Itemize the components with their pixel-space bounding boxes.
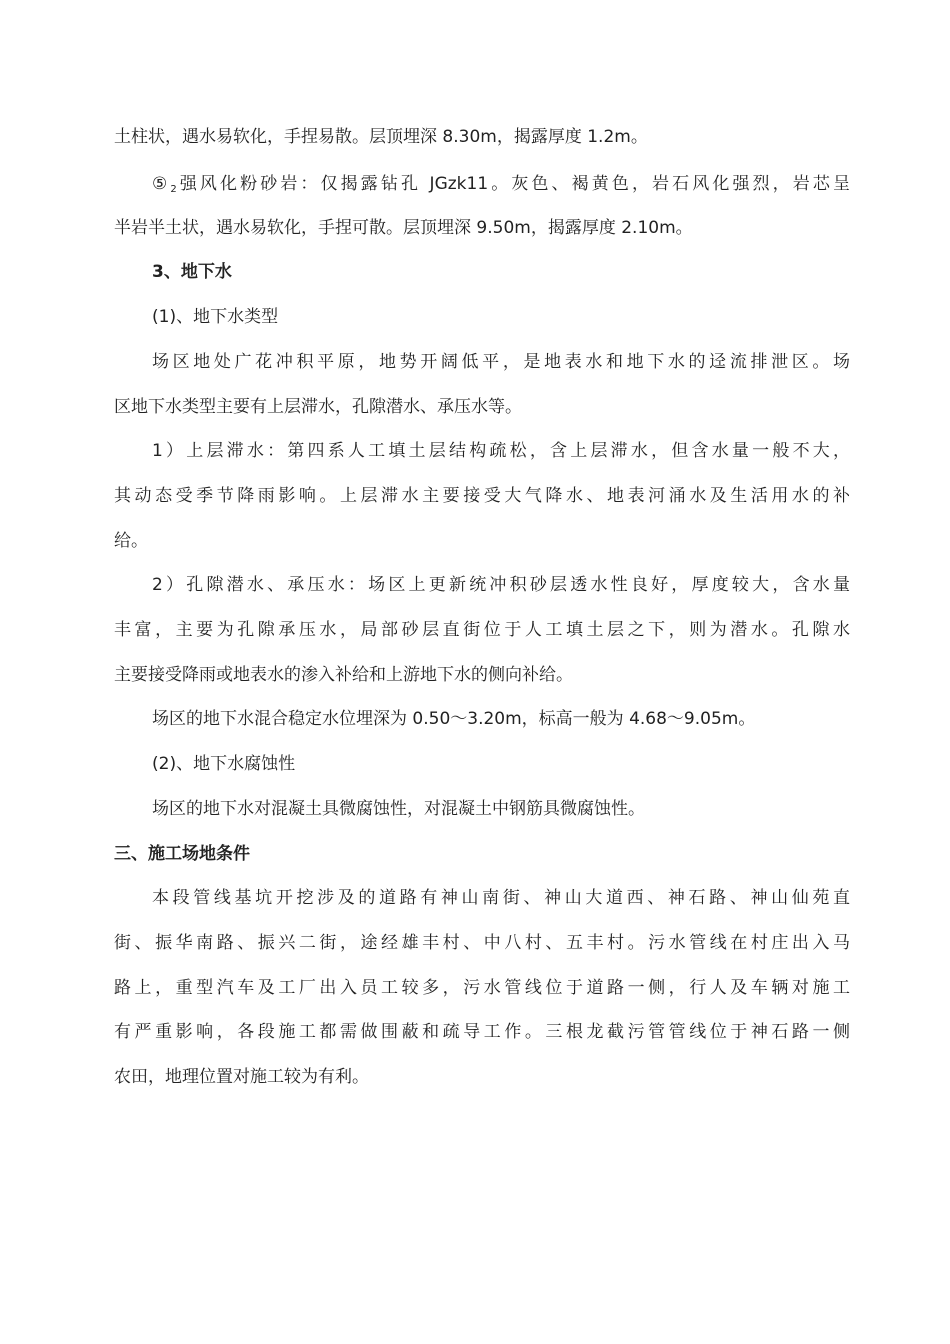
- p5-line-2: 丰富，主要为孔隙承压水，局部砂层直街位于人工填土层之下，则为潜水。孔隙水: [114, 620, 850, 640]
- heading-groundwater-type: (1)、地下水类型: [152, 307, 279, 327]
- p8-line-2: 街、振华南路、振兴二街，途经雄丰村、中八村、五丰村。污水管线在村庄出入马: [114, 933, 850, 953]
- p3-line-1: 场区地处广花冲积平原，地势开阔低平，是地表水和地下水的迳流排泄区。场: [152, 352, 850, 372]
- heading-site-conditions: 三、施工场地条件: [114, 844, 250, 864]
- p4-line-3: 给。: [114, 531, 148, 551]
- p4-line-1: 1）上层滞水：第四系人工填土层结构疏松，含上层滞水，但含水量一般不大，: [152, 441, 850, 461]
- p1-line-1: 土柱状，遇水易软化，手捏易散。层顶埋深 8.30m，揭露厚度 1.2m。: [114, 127, 648, 147]
- p3-line-2: 区地下水类型主要有上层滞水，孔隙潜水、承压水等。: [114, 397, 522, 417]
- heading-groundwater: 3、地下水: [152, 262, 232, 282]
- subscript: 2: [170, 184, 177, 195]
- p8-line-4: 有严重影响，各段施工都需做围蔽和疏导工作。三根龙截污管管线位于神石路一侧: [114, 1022, 850, 1042]
- p2-line-1: [152, 172, 850, 202]
- p2-line-1-text: 强风化粉砂岩：仅揭露钻孔 JGzk11。灰色、褐黄色，岩石风化强烈，岩芯呈: [176, 174, 850, 194]
- p7-line-1: 场区的地下水对混凝土具微腐蚀性，对混凝土中钢筋具微腐蚀性。: [152, 799, 645, 819]
- p2-line-2: 半岩半土状，遇水易软化，手捏可散。层顶埋深 9.50m，揭露厚度 2.10m。: [114, 218, 693, 238]
- circled-number: ⑤: [152, 174, 171, 194]
- p8-line-1: 本段管线基坑开挖涉及的道路有神山南街、神山大道西、神石路、神山仙苑直: [152, 888, 850, 908]
- p5-line-1: 2）孔隙潜水、承压水：场区上更新统冲积砂层透水性良好，厚度较大，含水量: [152, 575, 850, 595]
- p8-line-5: 农田，地理位置对施工较为有利。: [114, 1067, 369, 1087]
- p6-line-1: 场区的地下水混合稳定水位埋深为 0.50～3.20m，标高一般为 4.68～9.05m。: [152, 709, 756, 729]
- p4-line-2: 其动态受季节降雨影响。上层滞水主要接受大气降水、地表河涌水及生活用水的补: [114, 486, 850, 506]
- p5-line-3: 主要接受降雨或地表水的渗入补给和上游地下水的侧向补给。: [114, 665, 573, 685]
- p8-line-3: 路上，重型汽车及工厂出入员工较多，污水管线位于道路一侧，行人及车辆对施工: [114, 978, 850, 998]
- heading-corrosion: (2)、地下水腐蚀性: [152, 754, 296, 774]
